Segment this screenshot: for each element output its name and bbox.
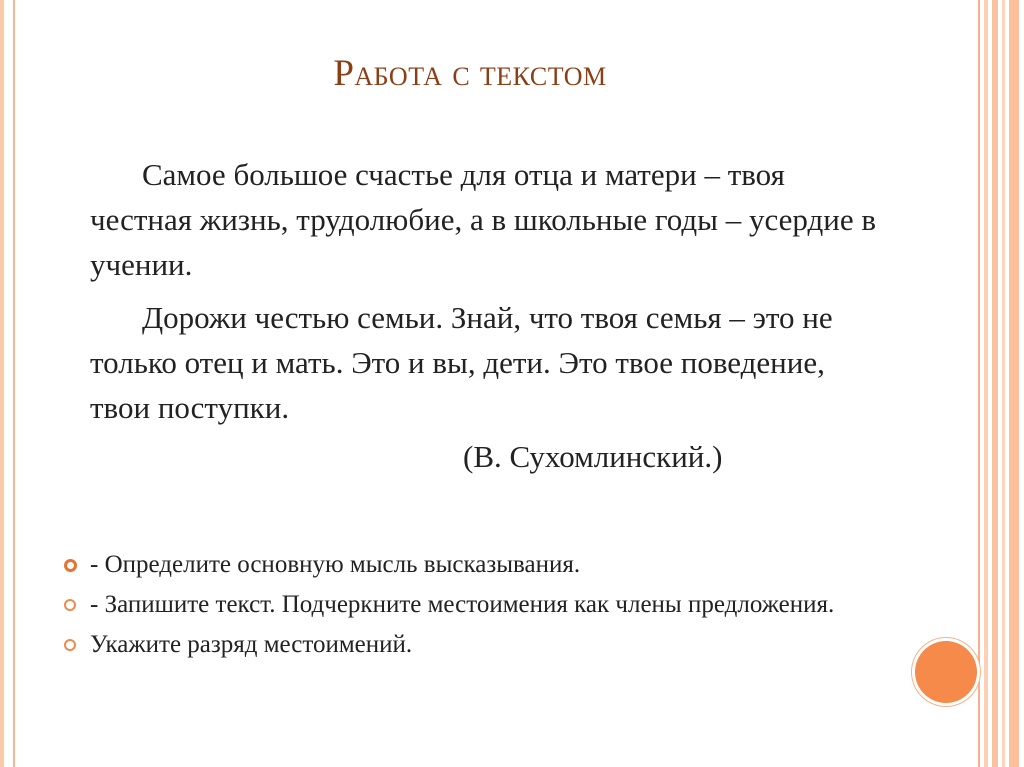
task-item <box>62 628 892 662</box>
quote-paragraph: Дорожи честью семьи. Знай, что твоя семья – это не только отец и мать. Это и вы, дети. Это твое поведение, твои поступки. <box>90 300 833 425</box>
frame-stripe <box>992 0 998 767</box>
task-text: Укажите разряд местоимений. <box>90 631 413 658</box>
quote-block <box>90 152 890 438</box>
frame-stripe <box>1009 0 1019 767</box>
circle-bullet-icon <box>64 639 76 651</box>
frame-stripe <box>13 0 15 767</box>
frame-stripe <box>984 0 988 767</box>
quote-paragraph: Самое большое счастье для отца и матери – твоя честная жизнь, трудолюбие, а в школьные годы – усердие в учении. <box>90 157 876 282</box>
frame-stripe <box>1002 0 1005 767</box>
task-text: - Запишите текст. Подчеркните местоимения как члены предложения. <box>90 591 835 618</box>
frame-stripe <box>978 0 980 767</box>
task-text: - Определите основную мысль высказывания. <box>90 551 581 578</box>
task-list <box>62 548 892 668</box>
decorative-circle-icon <box>915 641 977 703</box>
circle-bullet-icon <box>64 559 77 572</box>
task-item <box>62 588 892 622</box>
quote-author: (В. Сухомлинский.) <box>463 439 723 474</box>
slide-title: Работа с текстом <box>333 53 607 94</box>
frame-stripe <box>0 0 4 767</box>
circle-bullet-icon <box>64 599 76 611</box>
task-item <box>62 548 892 582</box>
